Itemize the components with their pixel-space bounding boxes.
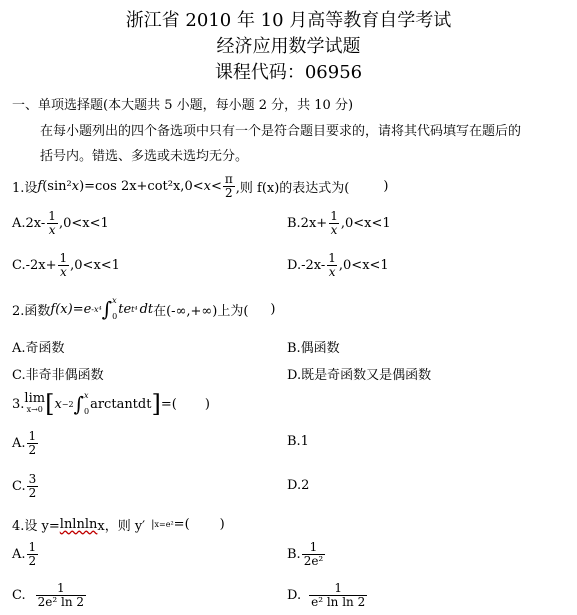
- q3-a-pre: A.: [12, 435, 26, 451]
- exam-title-line1: 浙江省 2010 年 10 月高等教育自学考试: [125, 10, 452, 31]
- q1-b-post: ,0<x<1: [340, 215, 391, 231]
- q3-c-frac: [27, 473, 39, 500]
- q1-option-c: [12, 249, 120, 281]
- q1-stem-e: x: [71, 178, 80, 194]
- q1-c-num: 1: [59, 250, 68, 265]
- q4-c-num: 1: [57, 580, 65, 595]
- q3-tail: =(: [160, 396, 177, 412]
- q3-int-lower: 0: [84, 407, 90, 416]
- q2-stem-d: te: [118, 301, 132, 317]
- q2-stem: [12, 293, 275, 325]
- q1-b-num: 1: [330, 208, 338, 223]
- q3-c-num: 3: [28, 471, 37, 486]
- q3-close: ): [204, 396, 210, 412]
- q4-b-den: 2e²: [303, 553, 324, 568]
- q4-stem-c: x，则 y′: [97, 518, 146, 534]
- q4-d-den: e² ln ln 2: [311, 594, 366, 609]
- q1-option-d: [287, 249, 389, 281]
- q2-option-c: C.非奇非偶函数: [12, 368, 104, 383]
- instruction-line2: 括号内。错选、多选或未选均无分。: [40, 149, 249, 164]
- q1-stem-a: 1.设: [12, 180, 38, 196]
- q4-c-den: 2e² ln 2: [37, 594, 85, 609]
- q1-stem-f: )=cos 2x+cot²x,0<: [79, 178, 204, 194]
- q4-stem-e: x=e²: [154, 519, 174, 529]
- instruction-line1: 在每小题列出的四个备选项中只有一个是符合题目要求的，请将其代码填写在题后的: [40, 124, 522, 139]
- q4-option-a: [12, 538, 39, 570]
- q2-stem-g: 在(-∞,+∞)上为(: [153, 303, 249, 319]
- q3-a-den: 2: [28, 442, 37, 457]
- q1-stem-j: ): [383, 178, 389, 194]
- q3-option-c: [12, 470, 39, 502]
- q1-b-pre: B.2x+: [287, 215, 328, 231]
- q1-a-post: ,0<x<1: [58, 215, 109, 231]
- q3-stem: [12, 387, 210, 421]
- q3-option-b: B.1: [287, 434, 309, 449]
- q2-stem-a: 2.函数: [12, 303, 51, 319]
- q1-stem-b: f: [37, 178, 43, 194]
- q3-integral-limits: [84, 392, 89, 416]
- q1-d-pre: D.-2x-: [287, 257, 326, 273]
- q1-b-frac: [328, 210, 340, 237]
- q4-b-num: 1: [309, 539, 318, 554]
- q3-integral-sign: ∫: [73, 392, 84, 416]
- q2-option-d: D.既是奇函数又是偶函数: [287, 368, 432, 383]
- q3-number: 3.: [12, 396, 25, 412]
- section-heading: 一、单项选择题(本大题共 5 小题，每小题 2 分，共 10 分): [12, 98, 354, 113]
- q4-option-c: [12, 579, 87, 611]
- q3-int-upper: x: [84, 391, 89, 400]
- q4-a-den: 2: [28, 553, 37, 568]
- q4-d-frac: [309, 582, 367, 609]
- q1-stem-h: <: [210, 178, 222, 194]
- q4-c-frac: [36, 582, 86, 609]
- q1-c-den: x: [59, 264, 67, 279]
- q4-stem-g: ): [219, 516, 225, 532]
- q1-c-post: ,0<x<1: [70, 257, 120, 273]
- q4-a-pre: A.: [12, 546, 26, 562]
- q4-a-num: 1: [28, 539, 37, 554]
- q2-stem-f: dt: [139, 301, 154, 317]
- q3-option-d: D.2: [287, 478, 310, 493]
- q2-option-a: A.奇函数: [12, 341, 65, 356]
- q4-a-frac: [27, 541, 39, 568]
- q3-x: x: [54, 396, 62, 412]
- q1-d-post: ,0<x<1: [338, 257, 389, 273]
- q2-option-b: B.偶函数: [287, 341, 340, 356]
- q1-d-num: 1: [328, 250, 336, 265]
- q1-stem-g: x: [203, 178, 211, 194]
- q3-right-bracket: ]: [151, 390, 161, 418]
- q3-a-num: 1: [28, 428, 37, 443]
- q4-stem-b: lnlnln: [59, 516, 98, 532]
- q1-a-num: 1: [48, 208, 56, 223]
- q3-left-bracket: [: [45, 390, 55, 418]
- q1-a-den: x: [48, 222, 56, 237]
- q1-option-a: [12, 207, 109, 239]
- q4-d-num: 1: [334, 580, 342, 595]
- q3-a-frac: [27, 430, 39, 457]
- q1-fraction: [223, 173, 235, 200]
- q4-option-d: [287, 579, 368, 611]
- q1-d-den: x: [328, 264, 336, 279]
- q1-a-frac: [46, 210, 58, 237]
- q2-integral-sign: ∫: [101, 297, 113, 321]
- q1-option-b: [287, 207, 391, 239]
- q2-int-lower: 0: [112, 312, 118, 321]
- q2-stem-c: -x⁴: [91, 304, 102, 314]
- q2-stem-e: t⁴: [131, 304, 138, 314]
- course-code: 课程代码：06956: [214, 62, 363, 83]
- q4-b-pre: B.: [287, 546, 301, 562]
- q3-c-pre: C.: [12, 478, 26, 494]
- q3-option-a: [12, 427, 39, 459]
- q1-stem: [12, 170, 388, 202]
- q3-integrand: arctantdt: [90, 396, 152, 412]
- q2-int-upper: x: [112, 296, 117, 305]
- q1-c-pre: C.-2x+: [12, 257, 57, 273]
- q4-c-pre: C.: [12, 587, 26, 603]
- q1-d-frac: [326, 252, 338, 279]
- q1-stem-c: (sin: [42, 178, 67, 194]
- q4-option-b: [287, 538, 326, 570]
- q2-stem-b: f(x)=e: [50, 301, 92, 317]
- q3-c-den: 2: [28, 485, 37, 500]
- exam-title-line2: 经济应用数学试题: [216, 36, 361, 57]
- q3-x-sup: −2: [61, 399, 74, 409]
- q3-limit: [24, 393, 45, 415]
- q1-frac-den: 2: [224, 185, 233, 200]
- q1-stem-i: ,则 f(x)的表达式为(: [235, 180, 350, 196]
- q3-lim: lim: [24, 391, 46, 406]
- q2-integral-limits: [112, 297, 117, 321]
- q4-stem-a: 4.设 y=: [12, 518, 60, 534]
- q4-b-frac: [302, 541, 326, 568]
- q1-c-frac: [58, 252, 70, 279]
- q4-d-pre: D.: [287, 587, 302, 603]
- q3-lim-sub: x→0: [26, 405, 43, 414]
- q1-frac-num: π: [224, 171, 233, 186]
- q4-stem-f: =(: [173, 516, 190, 532]
- q4-stem-d: |: [151, 518, 155, 530]
- q1-stem-d: ²: [66, 178, 72, 194]
- q1-a-pre: A.2x-: [12, 215, 46, 231]
- q2-stem-h: ): [270, 301, 276, 317]
- q1-b-den: x: [330, 222, 338, 237]
- q4-stem: [12, 514, 225, 534]
